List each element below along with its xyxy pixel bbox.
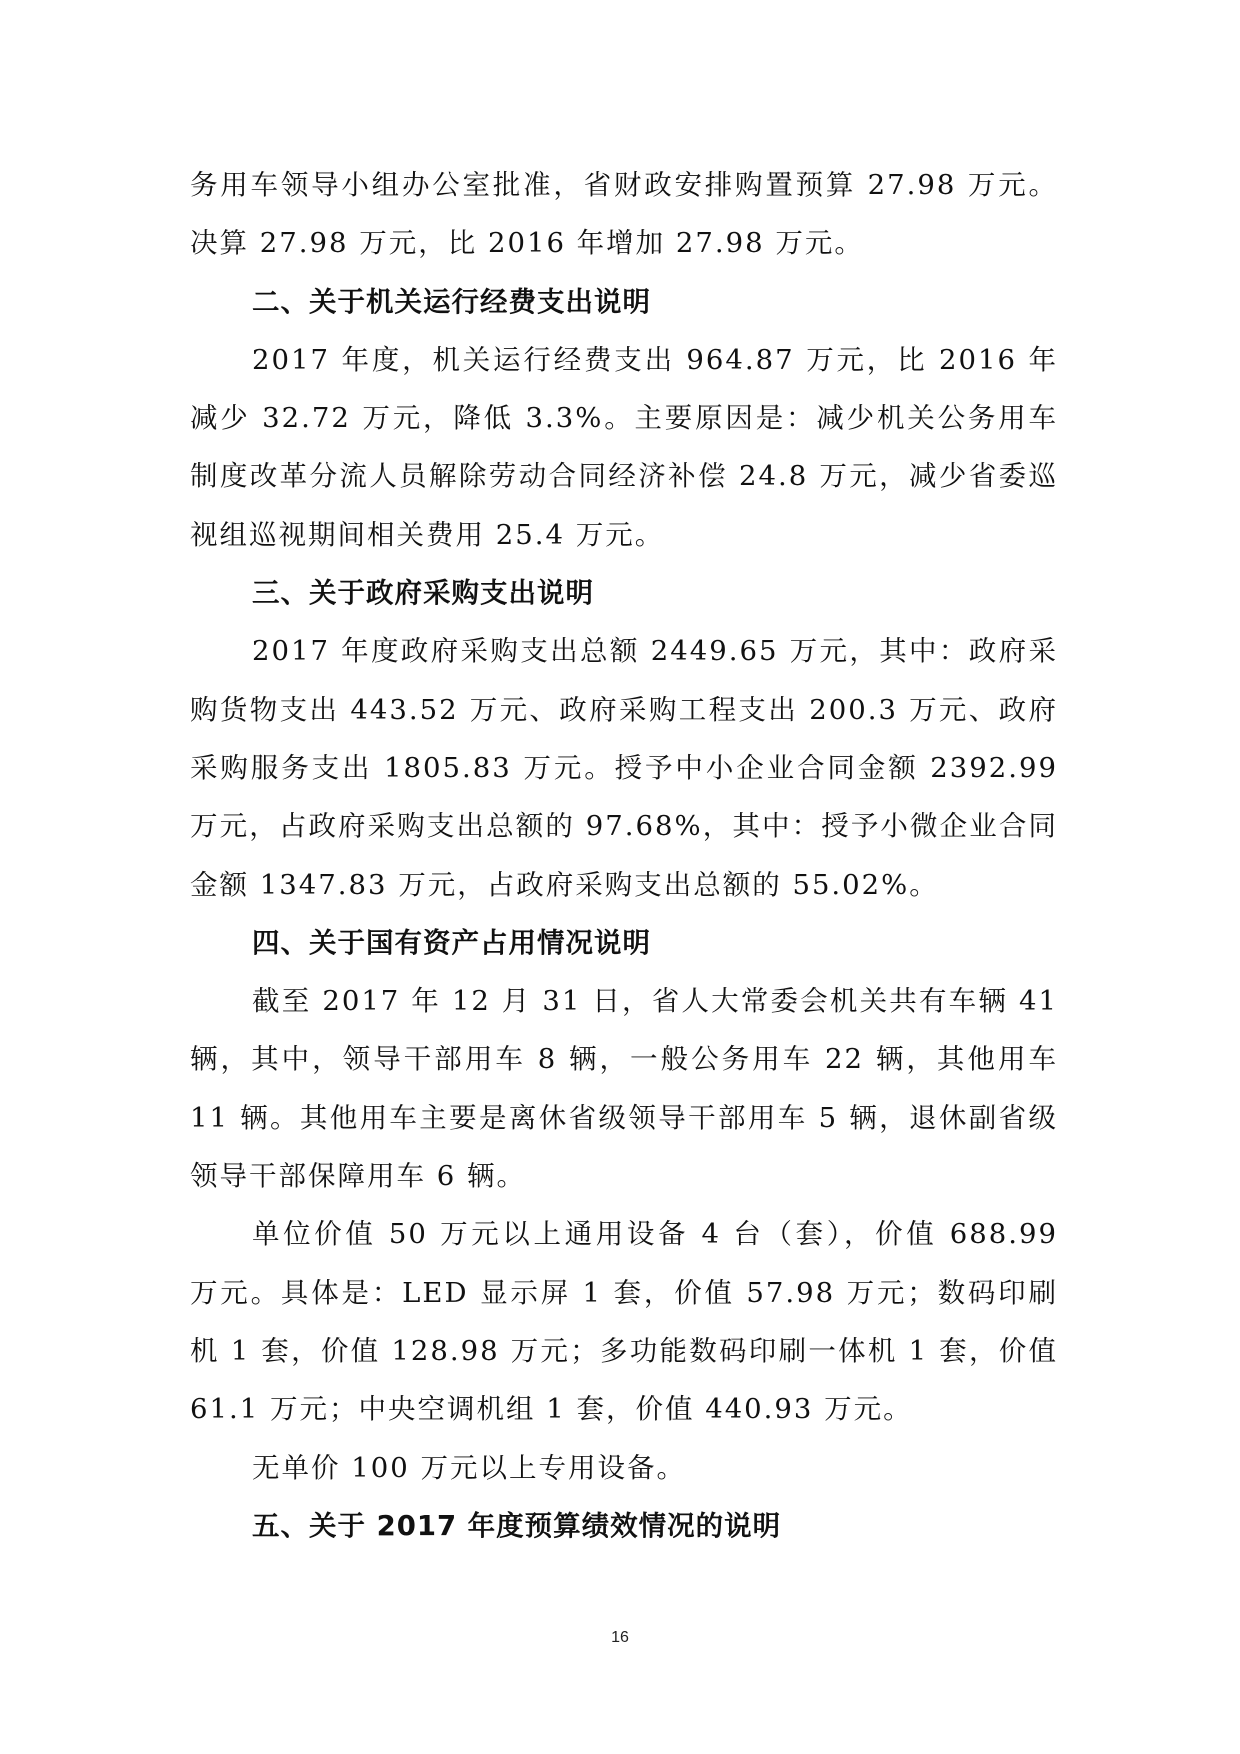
section-heading-government-procurement: 三、关于政府采购支出说明 xyxy=(252,577,594,610)
section-heading-operating-expenses: 二、关于机关运行经费支出说明 xyxy=(252,285,651,318)
document-body xyxy=(190,156,1058,1555)
paragraph-vehicles: 截至 2017 年 12 月 31 日，省人大常委会机关共有车辆 41 辆，其中，领导干部用车 8 辆，一般公务用车 22 辆，其他用车 11 辆。其他用车主要是离休省级领导干部用车 5 辆，退休副省级领导干部保障用车 6 辆。 xyxy=(190,985,1058,1193)
paragraph-vehicle-purchase-continuation: 务用车领导小组办公室批准，省财政安排购置预算 27.98 万元。决算 27.98 万元，比 2016 年增加 27.98 万元。 xyxy=(190,169,1058,260)
paragraph-operating-expenses: 2017 年度，机关运行经费支出 964.87 万元，比 2016 年减少 32.72 万元，降低 3.3%。主要原因是：减少机关公务用车制度改革分流人员解除劳动合同经济补偿 24.8 万元，减少省委巡视组巡视期间相关费用 25.4 万元。 xyxy=(190,343,1058,551)
page-number: 16 xyxy=(611,1629,629,1646)
paragraph-general-equipment: 单位价值 50 万元以上通用设备 4 台（套），价值 688.99 万元。具体是：LED 显示屏 1 套，价值 57.98 万元；数码印刷机 1 套，价值 128.98 万元；多功能数码印刷一体机 1 套，价值 61.1 万元；中央空调机组 1 套，价值 440.93 万元。 xyxy=(190,1218,1058,1426)
section-heading-budget-performance: 五、关于 2017 年度预算绩效情况的说明 xyxy=(252,1509,782,1542)
paragraph-government-procurement: 2017 年度政府采购支出总额 2449.65 万元，其中：政府采购货物支出 443.52 万元、政府采购工程支出 200.3 万元、政府采购服务支出 1805.83 万元。授予中小企业合同金额 2392.99 万元，占政府采购支出总额的 97.68%，其中：授予小微企业合同金额 1347.83 万元，占政府采购支出总额的 55.02%。 xyxy=(190,635,1058,901)
section-heading-state-assets: 四、关于国有资产占用情况说明 xyxy=(252,926,651,959)
paragraph-special-equipment: 无单价 100 万元以上专用设备。 xyxy=(252,1451,686,1484)
